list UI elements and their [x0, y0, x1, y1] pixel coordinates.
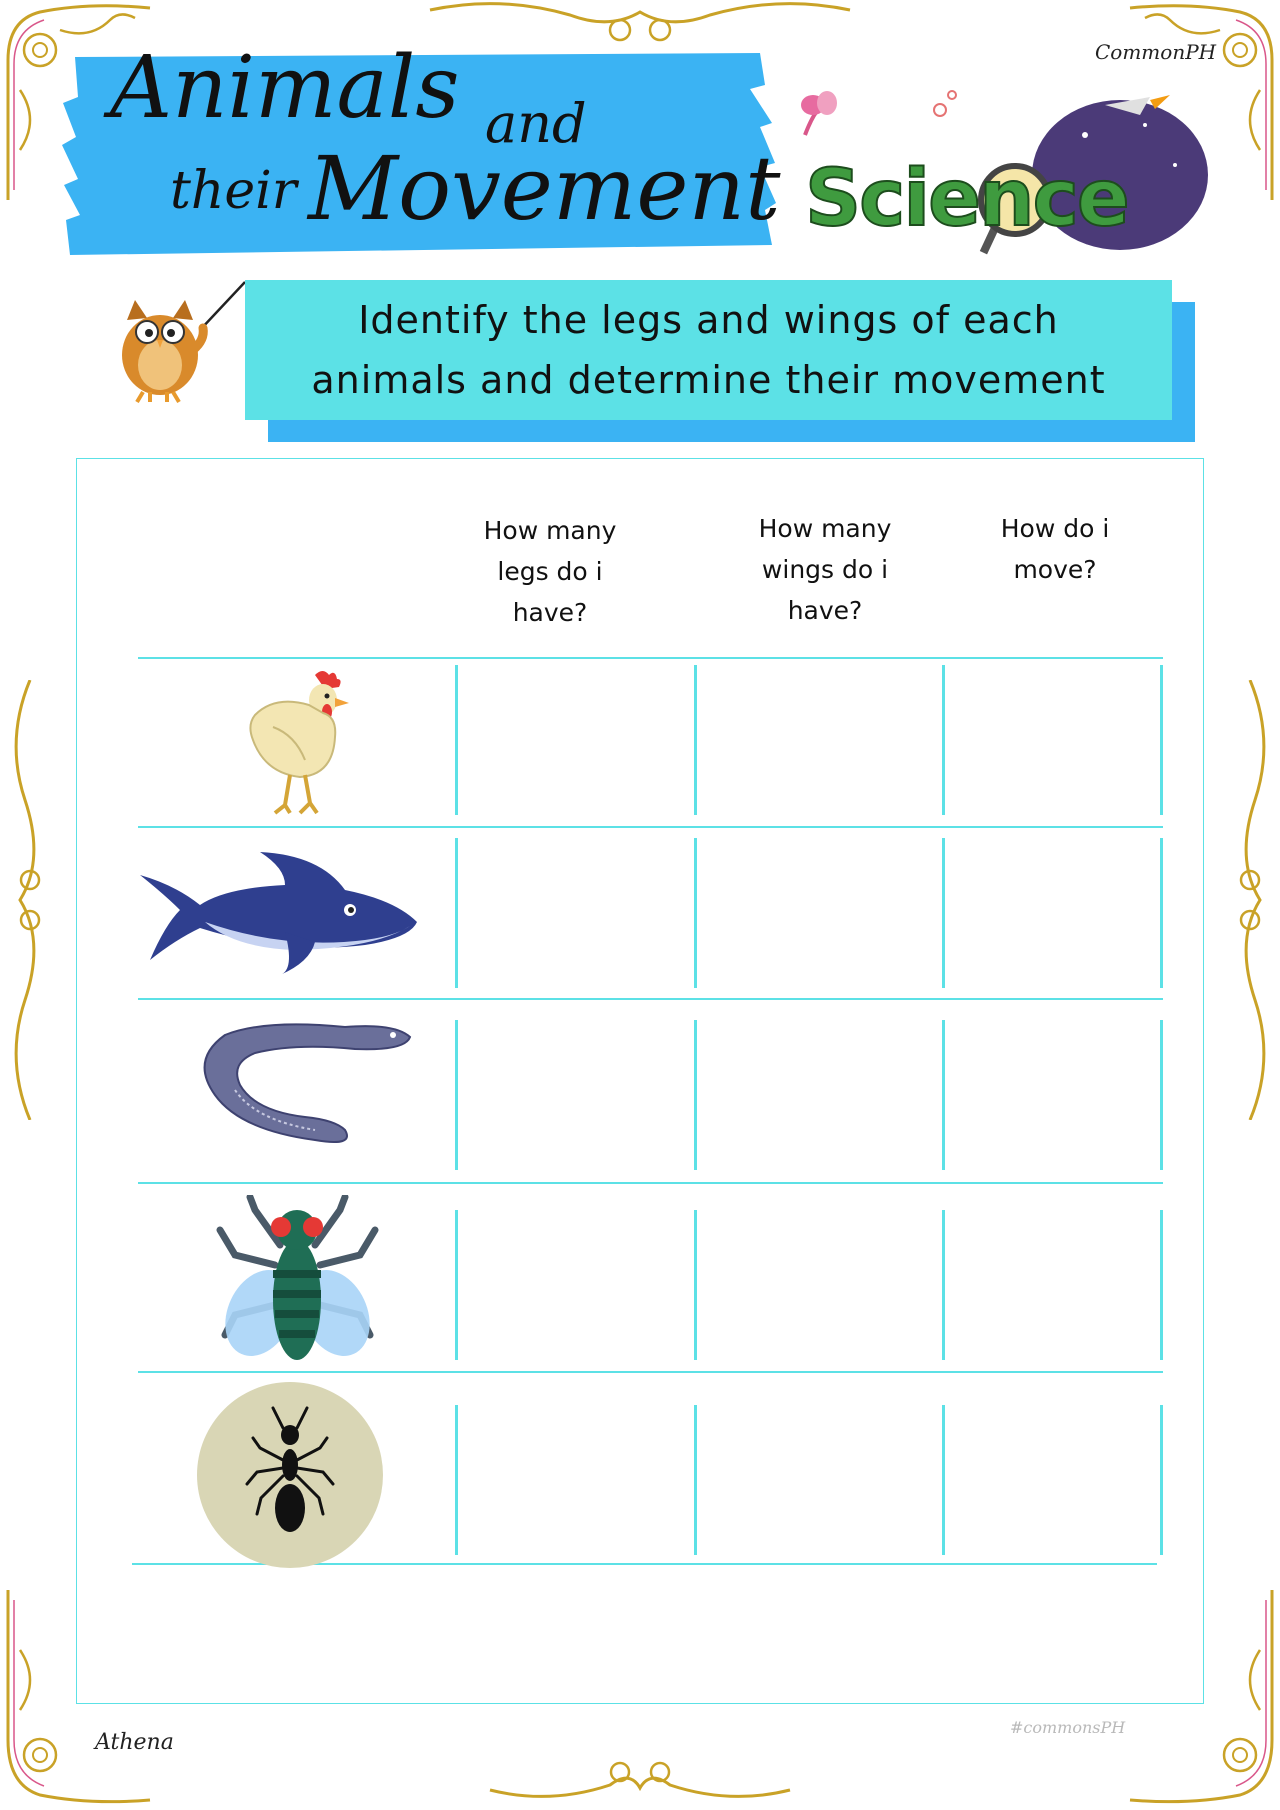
answer-cell-chicken-legs[interactable]	[460, 665, 692, 815]
column-divider	[942, 838, 945, 988]
column-divider	[694, 1405, 697, 1555]
column-divider	[455, 1405, 458, 1555]
answer-cell-ant-legs[interactable]	[460, 1405, 692, 1555]
title-word-and: and	[485, 92, 587, 155]
title-banner	[60, 38, 781, 260]
column-divider	[694, 838, 697, 988]
column-divider	[455, 1210, 458, 1360]
answer-cell-eel-move[interactable]	[947, 1020, 1158, 1170]
signature-top: CommonPH	[1095, 40, 1217, 64]
top-center-ornament	[420, 0, 860, 50]
column-divider	[1160, 1210, 1163, 1360]
column-divider	[942, 665, 945, 815]
science-logo-text: Science	[805, 154, 1128, 244]
column-divider	[1160, 665, 1163, 815]
title-word-animals: Animals	[110, 38, 460, 138]
column-divider	[694, 1020, 697, 1170]
column-divider	[942, 1210, 945, 1360]
answer-cell-shark-wings[interactable]	[699, 838, 940, 988]
row-divider	[138, 998, 1163, 1000]
title-word-movement: Movement	[308, 137, 781, 240]
row-divider	[138, 657, 1163, 659]
header-wings: How many wings do i have?	[758, 514, 892, 625]
watermark: #commonsPH	[1010, 1718, 1126, 1737]
column-divider	[1160, 1405, 1163, 1555]
signature-left: Athena	[95, 1730, 174, 1755]
answer-cell-ant-move[interactable]	[947, 1405, 1158, 1555]
row-divider	[138, 826, 1163, 828]
instruction-box	[245, 280, 1172, 420]
eel-icon	[195, 1005, 415, 1165]
column-divider	[455, 838, 458, 988]
science-logo	[795, 40, 1217, 260]
column-divider	[942, 1405, 945, 1555]
column-divider	[942, 1020, 945, 1170]
column-divider	[694, 665, 697, 815]
answer-cell-chicken-wings[interactable]	[699, 665, 940, 815]
column-divider	[455, 665, 458, 815]
row-divider	[138, 1182, 1163, 1184]
owl-teacher-icon	[105, 280, 250, 405]
column-divider	[1160, 838, 1163, 988]
ant-icon	[195, 1380, 385, 1570]
answer-cell-fly-wings[interactable]	[699, 1210, 940, 1360]
shark-icon	[135, 850, 420, 975]
column-divider	[1160, 1020, 1163, 1170]
header-move: How do i move?	[1000, 514, 1110, 584]
bottom-center-ornament	[480, 1750, 800, 1805]
left-side-ornament	[0, 680, 50, 1120]
answer-cell-chicken-move[interactable]	[947, 665, 1158, 815]
answer-cell-shark-legs[interactable]	[460, 838, 692, 988]
right-side-ornament	[1230, 680, 1280, 1120]
answer-cell-fly-legs[interactable]	[460, 1210, 692, 1360]
column-divider	[694, 1210, 697, 1360]
answer-cell-shark-move[interactable]	[947, 838, 1158, 988]
answer-cell-ant-wings[interactable]	[699, 1405, 940, 1555]
answer-cell-eel-wings[interactable]	[699, 1020, 940, 1170]
title-word-their: their	[170, 161, 297, 221]
answer-cell-fly-move[interactable]	[947, 1210, 1158, 1360]
chicken-icon	[245, 665, 355, 815]
answer-cell-eel-legs[interactable]	[460, 1020, 692, 1170]
instruction-line-2: animals and determine their movement	[311, 358, 1106, 402]
fly-icon	[215, 1195, 380, 1365]
instruction-line-1: Identify the legs and wings of each	[358, 298, 1059, 342]
row-divider	[138, 1371, 1163, 1373]
column-divider	[455, 1020, 458, 1170]
header-legs: How many legs do i have?	[483, 516, 617, 627]
